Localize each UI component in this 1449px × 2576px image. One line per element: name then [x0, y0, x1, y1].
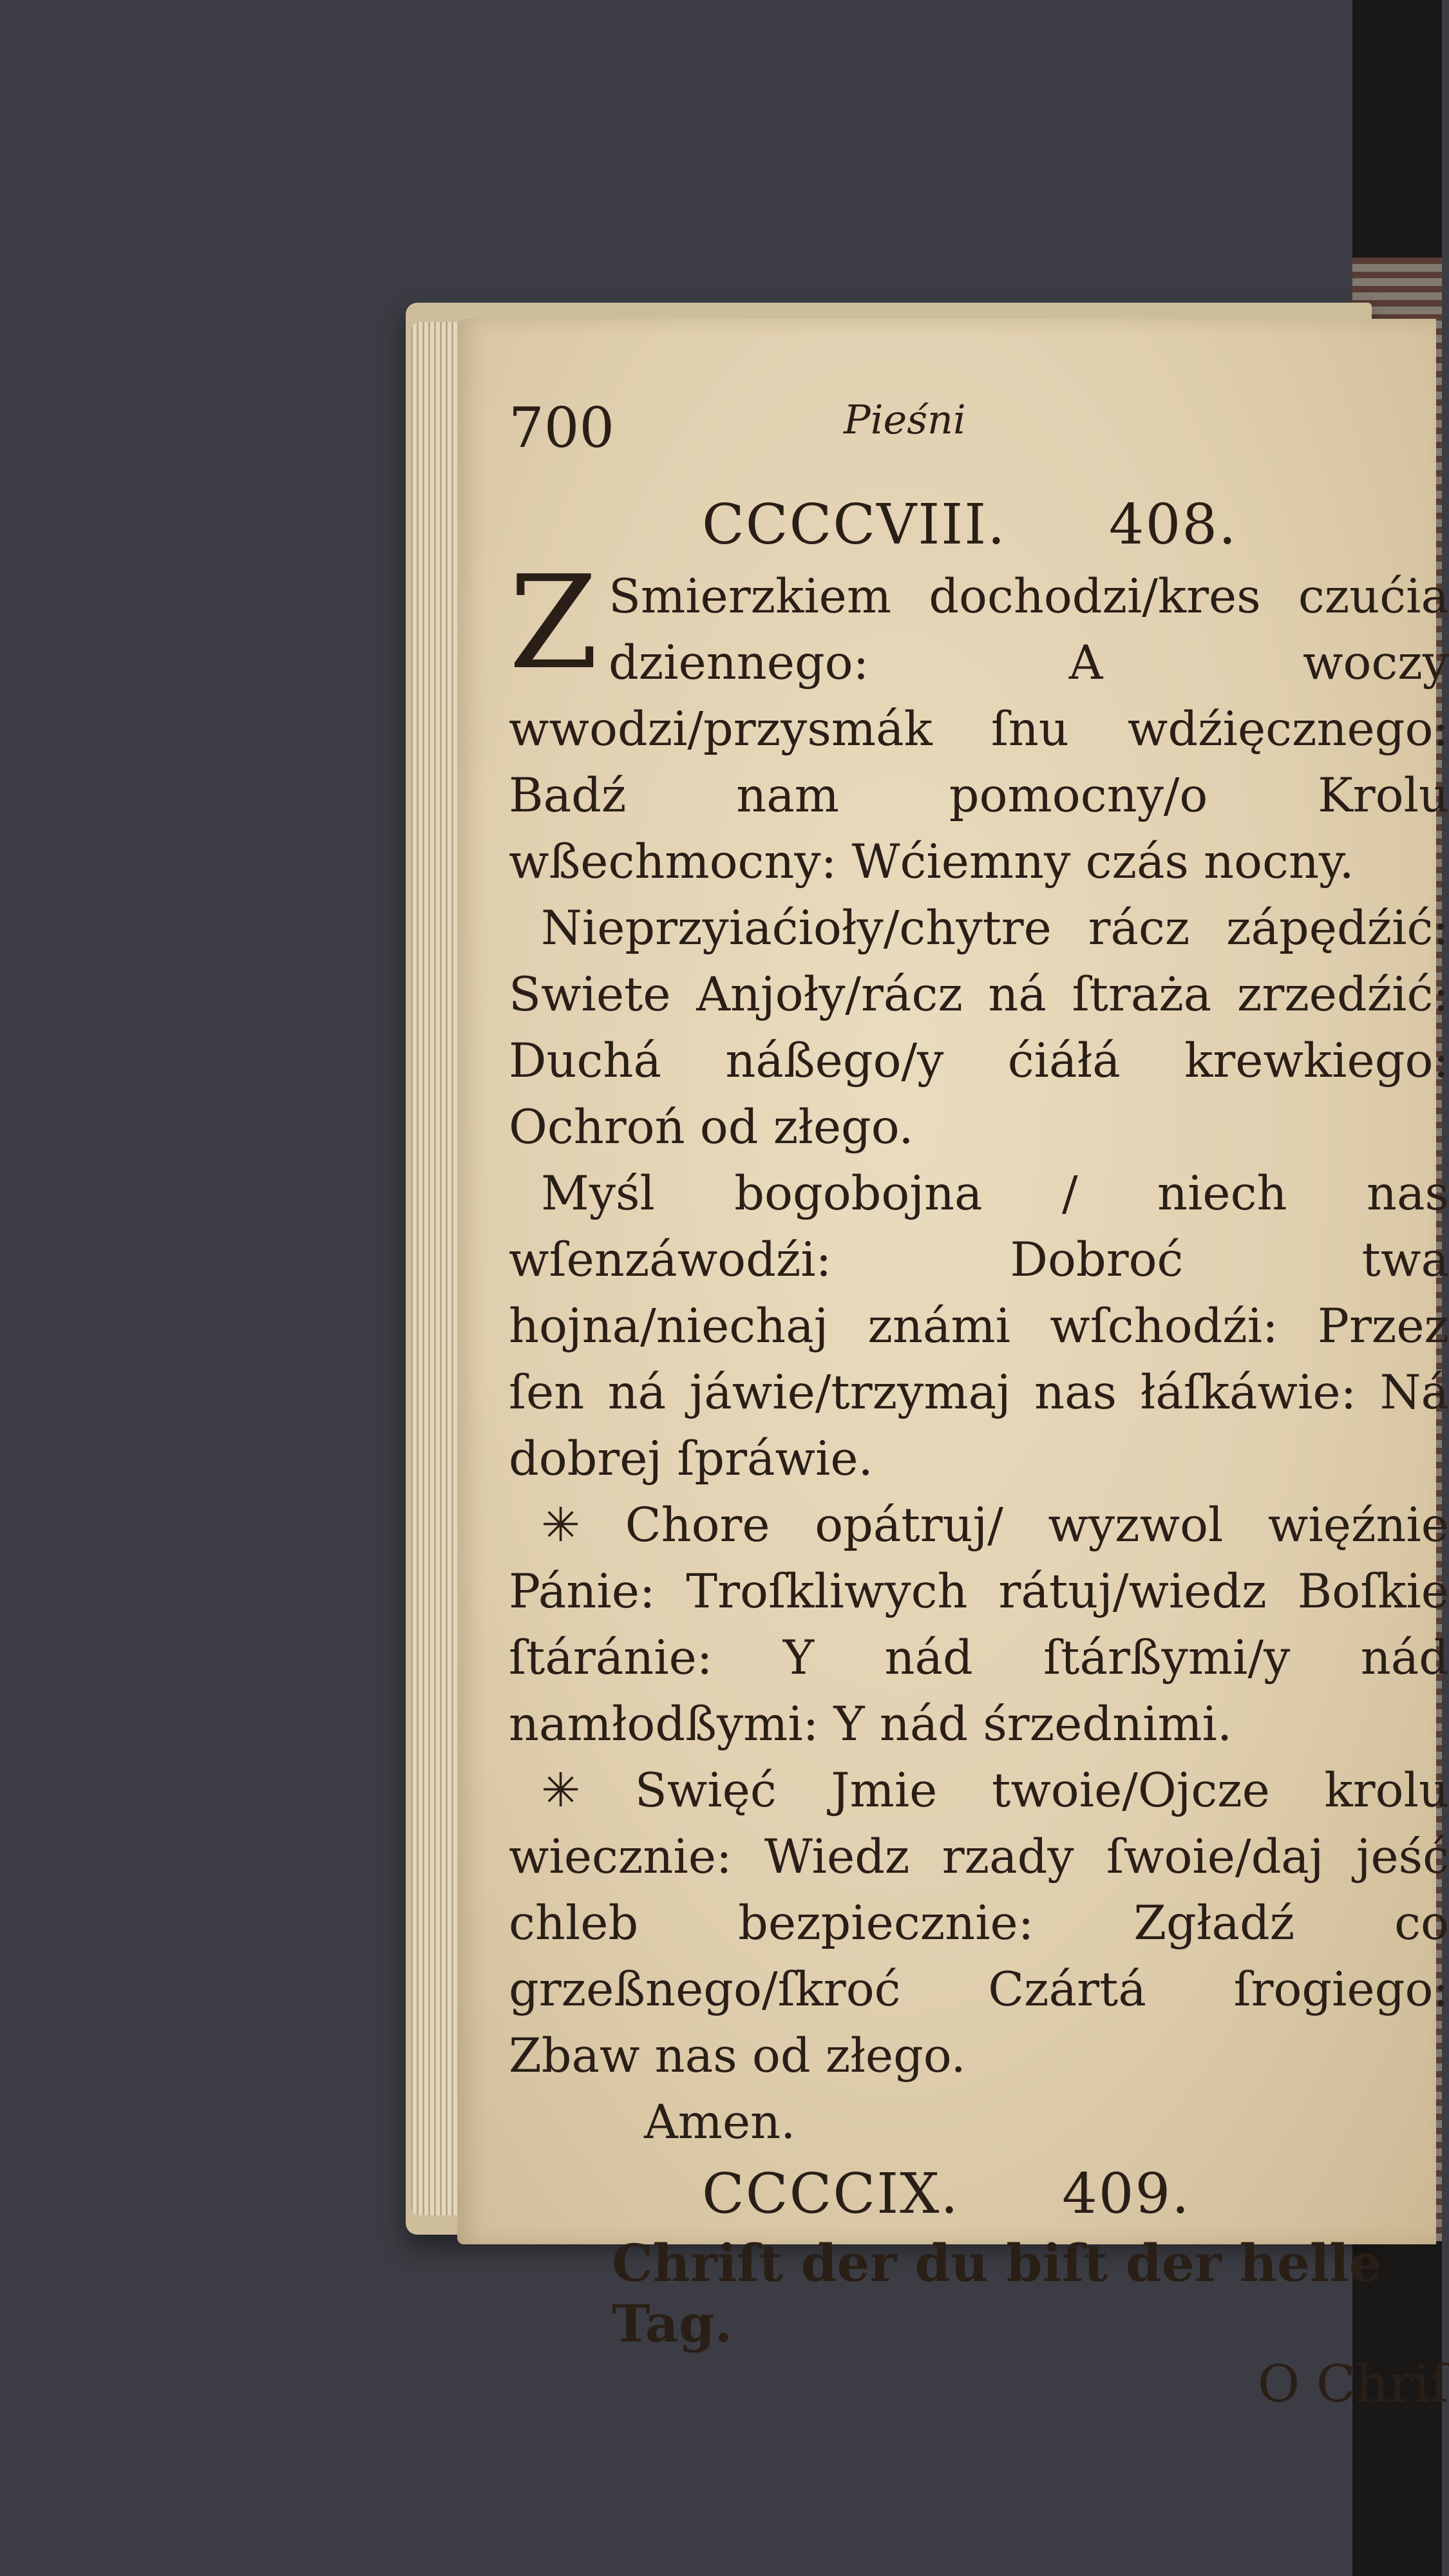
stanza-5: ✳ Swięć Jmie twoie/Ojcze krolu wiecznie: Wiedz rzady ſwoie/daj jeść chleb bezpiecznie: Zgładź co grzeßnego/ſkroć Czártá ſrogiego: Zbaw nas od złego.: [509, 1763, 1449, 2083]
catchword: O Chriſ: [1257, 2354, 1449, 2414]
stanza-4: ✳ Chore opátruj/ wyzwol więźnie Pánie: Troſkliwych rátuj/wiedz Boſkie ſtáránie: Y nád ſtárßymi/y nád namłodßymi: Y nád śrzednimi.: [509, 1498, 1449, 1752]
stanza-1: ZSmierzkiem dochodzi/kres czućia dziennego: A woczy wwodzi/przysmák ſnu wdźięcznego: Badź nam pomocny/o Krolu wßechmocny: Wćiemny czás nocny.: [509, 548, 1449, 889]
running-title: Pieśni: [844, 396, 966, 443]
hymn-roman-numeral: CCCCIX.: [702, 2162, 960, 2226]
hymn-roman-numeral: CCCCVIII.: [702, 493, 1007, 557]
page-text: [509, 396, 1449, 2414]
hymn-number: 409.: [1062, 2162, 1191, 2226]
hymn-heading-408: [702, 493, 1449, 557]
hymn-incipit: Chriſt der du biſt der helle Tag.: [612, 2233, 1382, 2354]
hymn-heading-409: [702, 2162, 1449, 2226]
stanza-2: Nieprzyiaćioły/chytre rácz zápędźić: Swiete Anjoły/rácz ná ſtraża zrzedźić: Duchá náßego/y ćiáłá krewkiego: Ochroń od złego.: [509, 901, 1449, 1155]
page-number: 700: [509, 396, 615, 460]
amen: Amen.: [644, 2095, 796, 2150]
stanza-3: Myśl bogobojna / niech nas wſenzáwodźi: Dobroć twa hojna/niechaj známi wſchodźi: Przez ſen ná jáwie/trzymaj nas łáſkáwie: Ná dobrej ſpráwie.: [509, 1166, 1449, 1486]
page-header: [509, 396, 1449, 493]
book-page: [457, 319, 1449, 2414]
hymn-number: 408.: [1108, 493, 1238, 557]
